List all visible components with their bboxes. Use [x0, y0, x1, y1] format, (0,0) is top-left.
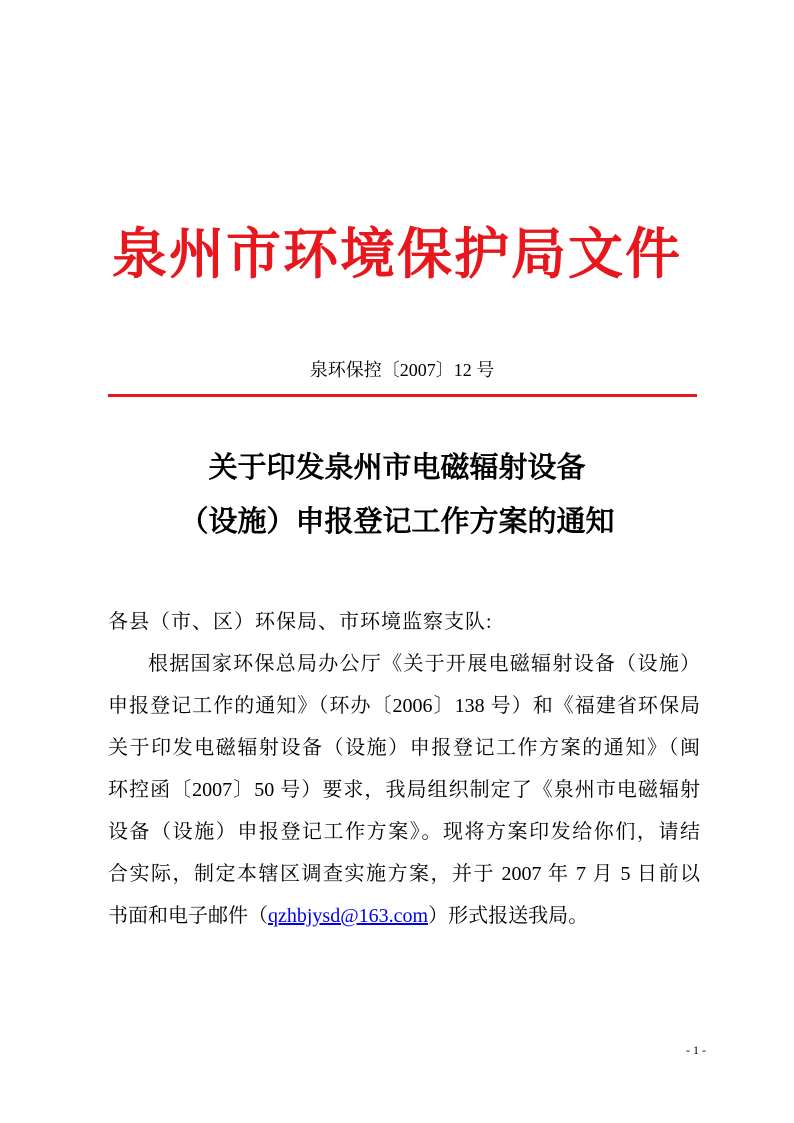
body-line: 合实际，制定本辖区调查实施方案，并于 2007 年 7 月 5 日前以 [108, 863, 700, 885]
notice-body [108, 601, 700, 937]
notice-title-line: 关于印发泉州市电磁辐射设备 [208, 452, 586, 484]
body-line: 环控函〔2007〕50 号）要求，我局组织制定了《泉州市电磁辐射 [108, 779, 700, 801]
body-line: 根据国家环保总局办公厅《关于开展电磁辐射设备（设施） [148, 653, 700, 675]
body-line: 设备（设施）申报登记工作方案》。现将方案印发给你们，请结 [108, 821, 700, 843]
body-line: 申报登记工作的通知》（环办〔2006〕138 号）和《福建省环保局 [108, 695, 700, 717]
header-divider [108, 394, 697, 397]
notice-title-line: （设施）申报登记工作方案的通知 [179, 506, 615, 538]
body-line-last [108, 895, 700, 937]
salutation: 各县（市、区）环保局、市环境监察支队: [108, 611, 493, 633]
body-text: 书面和电子邮件（ [108, 905, 268, 927]
issuer-header-title: 泉州市环境保护局文件 [111, 224, 682, 285]
body-text: ）形式报送我局。 [428, 905, 589, 927]
notice-title [0, 441, 794, 549]
page-number: - 1 - [686, 1043, 706, 1057]
email-link[interactable]: qzhbjysd@163.com [268, 905, 429, 927]
document-number: 泉环保控〔2007〕12 号 [309, 360, 495, 380]
body-line: 关于印发电磁辐射设备（设施）申报登记工作方案的通知》（闽 [108, 737, 700, 759]
